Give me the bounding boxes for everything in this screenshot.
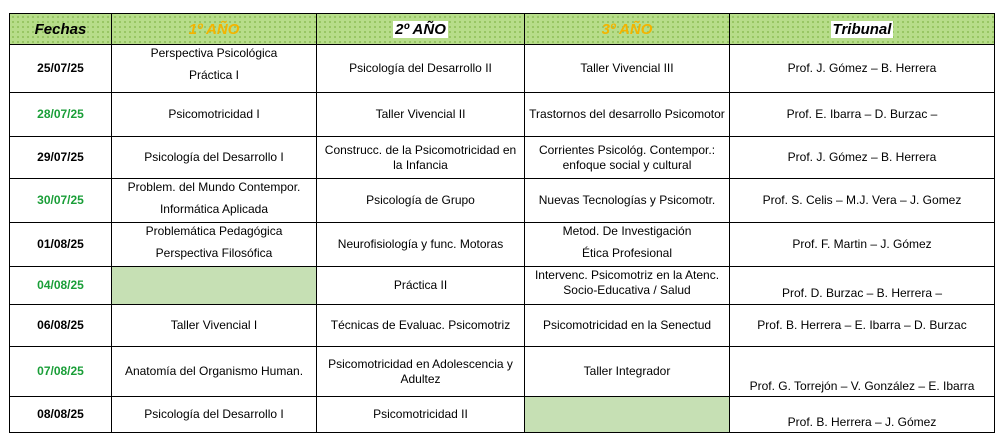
year3-cell [525,223,730,267]
tribunal-cell: Prof. E. Ibarra – D. Burzac – [730,93,995,137]
table-row [10,305,995,347]
year2-cell: Psicomotricidad en Adolescencia y Adultez [317,347,525,397]
subject-line: Metod. De Investigación [562,224,692,238]
year3-cell: Trastornos del desarrollo Psicomotor [525,93,730,137]
table-row [10,137,995,179]
year2-cell: Psicomotricidad II [317,397,525,433]
year2-cell: Neurofisiología y func. Motoras [317,223,525,267]
tribunal-cell: Prof. J. Gómez – B. Herrera [730,45,995,93]
table-row [10,45,995,93]
date-cell: 29/07/25 [10,137,112,179]
year1-cell: Psicología del Desarrollo I [112,397,317,433]
subject-line: Informática Aplicada [159,202,269,216]
subject-line: Ética Profesional [581,246,673,260]
tribunal-cell: Prof. B. Herrera – E. Ibarra – D. Burzac [730,305,995,347]
date-cell: 08/08/25 [10,397,112,433]
table-row [10,267,995,305]
year3-cell: Intervenc. Psicomotriz en la Atenc. Socio-Educativa / Salud [525,267,730,305]
date-cell: 30/07/25 [10,179,112,223]
tribunal-cell: Prof. D. Burzac – B. Herrera – [730,267,995,305]
header-year2: 2º AÑO [317,14,525,45]
header-year1: 1º AÑO [112,14,317,45]
year3-cell: Taller Integrador [525,347,730,397]
tribunal-cell: Prof. F. Martin – J. Gómez [730,223,995,267]
tribunal-cell: Prof. J. Gómez – B. Herrera [730,137,995,179]
year1-cell [112,179,317,223]
header-tribunal: Tribunal [730,14,995,45]
year1-cell [112,45,317,93]
table-row [10,179,995,223]
tribunal-cell: Prof. G. Torrejón – V. González – E. Ibarra [730,347,995,397]
date-cell: 04/08/25 [10,267,112,305]
table-row [10,93,995,137]
year2-cell: Técnicas de Evaluac. Psicomotriz [317,305,525,347]
year1-cell [112,223,317,267]
year2-cell: Construcc. de la Psicomotricidad en la Infancia [317,137,525,179]
empty-cell [112,267,317,305]
exam-schedule-table [9,13,995,433]
subject-line: Perspectiva Psicológica [150,46,278,60]
year1-cell: Psicología del Desarrollo I [112,137,317,179]
subject-line: Problem. del Mundo Contempor. [127,180,301,194]
header-fechas: Fechas [10,14,112,45]
year3-cell: Psicomotricidad en la Senectud [525,305,730,347]
table-row [10,397,995,433]
date-cell: 28/07/25 [10,93,112,137]
table-row [10,347,995,397]
year3-cell: Taller Vivencial III [525,45,730,93]
year1-cell: Taller Vivencial I [112,305,317,347]
year2-cell: Taller Vivencial II [317,93,525,137]
tribunal-cell: Prof. B. Herrera – J. Gómez [730,397,995,433]
tribunal-cell: Prof. S. Celis – M.J. Vera – J. Gomez [730,179,995,223]
year3-cell: Nuevas Tecnologías y Psicomotr. [525,179,730,223]
year3-cell: Corrientes Psicológ. Contempor.: enfoque social y cultural [525,137,730,179]
year1-cell: Anatomía del Organismo Human. [112,347,317,397]
date-cell: 07/08/25 [10,347,112,397]
subject-line: Práctica I [188,68,239,82]
header-row [10,14,995,45]
header-year3: 3º AÑO [525,14,730,45]
year1-cell: Psicomotricidad I [112,93,317,137]
year2-cell: Práctica II [317,267,525,305]
empty-cell [525,397,730,433]
date-cell: 06/08/25 [10,305,112,347]
subject-line: Problemática Pedagógica [145,224,283,238]
date-cell: 25/07/25 [10,45,112,93]
date-cell: 01/08/25 [10,223,112,267]
year2-cell: Psicología del Desarrollo II [317,45,525,93]
year2-cell: Psicología de Grupo [317,179,525,223]
table-row [10,223,995,267]
subject-line: Perspectiva Filosófica [155,246,273,260]
